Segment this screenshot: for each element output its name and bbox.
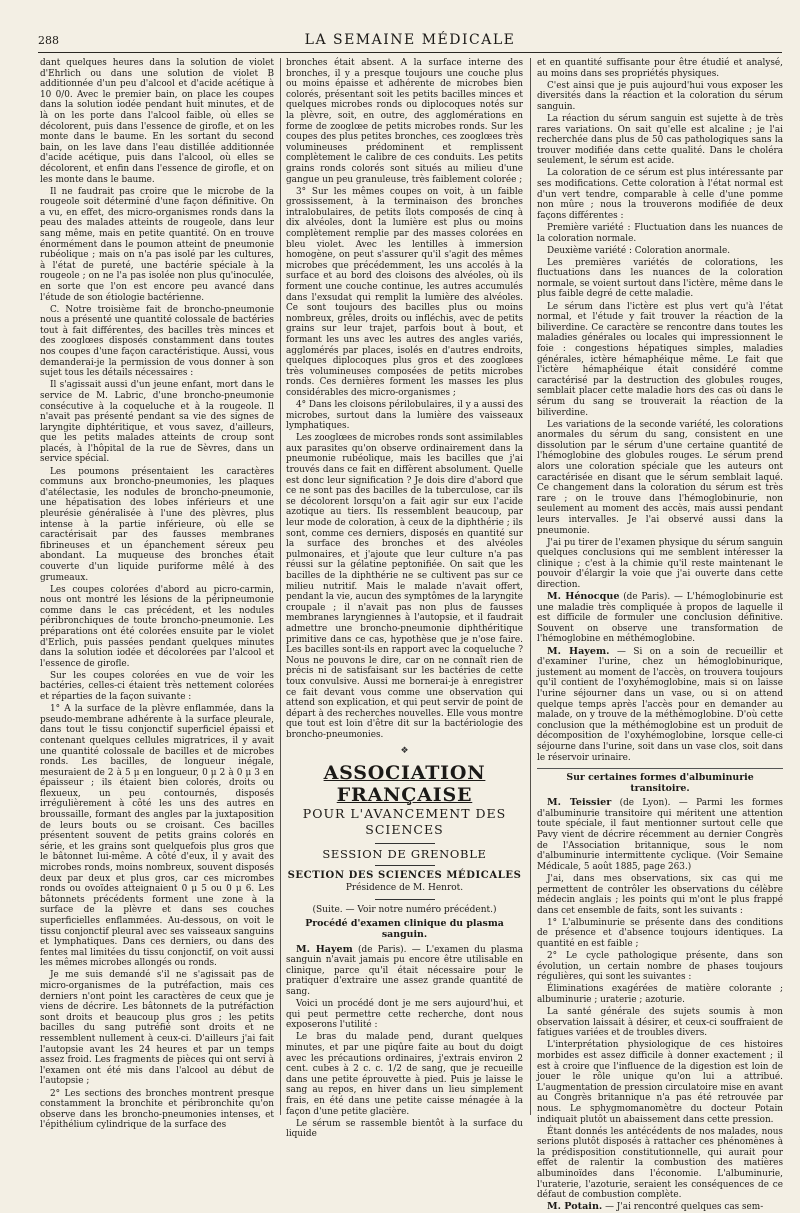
- paragraph: Première variété : Fluctuation dans les nuances de la coloration normale.: [537, 222, 783, 244]
- paragraph-text: J'ai, dans mes observations, six cas qui me permettent de contrôler les observations du célèbre médecin anglais ; les points qui m'ont le plus frappé dans cet ensemble de faits, sont les suivants :: [537, 873, 783, 916]
- paragraph: [537, 874, 783, 916]
- paragraph-text: — Parmi les formes d'albuminurie transitoire qui méritent une attention toute spéciale, il faut mentionner surtout celle que Pavy vient de décrire récemment au dernier Congrès de l'Association britannique, sous le nom d'albuminurie intermittente cyclique. (Voir Semaine Médicale, 5 août 1885, page 263.): [537, 798, 783, 872]
- section-divider: ❖: [400, 745, 409, 756]
- paragraph: C'est ainsi que je puis aujourd'hui vous exposer les diversités dans la réaction et la coloration du sérum sanguin.: [537, 80, 783, 112]
- separator-line: [375, 899, 435, 900]
- paragraph: [537, 647, 783, 764]
- paragraph-text: La santé générale des sujets soumis à mon observation laissait à désirer, et ceux-ci souffraient de fatigues variées et de troubles divers.: [537, 1007, 783, 1039]
- speaker-city: (de Lyon).: [611, 798, 671, 809]
- paragraph-text: L'interprétation physiologique de ces histoires morbides est assez difficile à donner exactement ; il est à croire que l'influence de la digestion est loin de jouer le rôle unique qu'on lui a attribué. L'augmentation de pression circulatoire mise en avant au Congrès britannique n'a pas été retrouvée par nous. Le sphygmomanomètre du docteur Potain indiquait plutôt un abaissement dans cette pression.: [537, 1040, 783, 1125]
- column-middle: [286, 58, 523, 1140]
- paragraph: [537, 951, 783, 983]
- separator-line: [375, 843, 435, 844]
- paragraph-text: — L'examen du plasma sanguin n'avait jamais pu encore être utilisable en clinique, parce qu'il était nécessaire pour le pratiquer d'extraire une assez grande quantité de sang.: [286, 944, 523, 998]
- paragraph: 4° Dans les cloisons périlobulaires, il y a aussi des microbes, surtout dans la lumière des vaisseaux lymphatiques.: [286, 400, 523, 432]
- paragraph: dant quelques heures dans la solution de violet d'Ehrlich ou dans une solution de violet B additionnée d'un peu d'alcool et d'acide acétique à 10 0/0. Avec le premier bain, on place les coupes dans la solution iodée pendant huit minutes, et de là on les porte dans l'alcool faible, où elles se décolorent, puis dans l'essence de girofle, et on les monte dans le baume. En les sortant du second bain, on les lave dans l'eau distillée additionnée d'acide acétique, puis dans l'alcool, où elles se décolorent, et enfin dans l'essence de girofle, et on les monte dans le baume.: [40, 58, 274, 185]
- paragraph: 2° Les sections des bronches montrent presque constamment la bronchite et péribronchite qu'on observe dans les broncho-pneumonies intenses, et l'épithélium cylindrique de la surface des: [40, 1088, 274, 1131]
- teissier-article: [537, 798, 783, 1213]
- association-heading: [286, 762, 523, 941]
- paragraph: [286, 945, 523, 998]
- paragraph-text: 2° Le cycle pathologique présente, dans son évolution, un certain nombre de phases toujours régulières, qui sont les suivantes :: [537, 951, 783, 983]
- paragraph-text: 1° L'albuminurie se présente dans des conditions de présence et d'absence toujours identiques. La quantité en est faible ;: [537, 917, 783, 949]
- paragraph: Le sérum dans l'ictère est plus vert qu'à l'état normal, et l'étude y fait trouver la réaction de la biliverdine. Ce caractère se rencontre dans toutes les maladies générales ou locales qui impressionnent le foie : congestions hépatiques simples, maladies générales, ictère hémaphéique même. Le fait que l'ictère hémaphéique était considéré comme caractérisé par la destruction des globules rouges, semblait placer cette maladie hors des cas où dans le sérum du sang se trouverait la réaction de la biliverdine.: [537, 301, 783, 418]
- hayem-article: [286, 945, 523, 1140]
- paragraph: [537, 984, 783, 1005]
- article-title: Procédé d'examen clinique du plasma sanguin.: [305, 918, 504, 941]
- discussion-block: [537, 592, 783, 763]
- journal-title: LA SEMAINE MÉDICALE: [304, 32, 516, 48]
- paragraph: 3° Sur les mêmes coupes on voit, à un faible grossissement, à la terminaison des bronches intralobulaires, de petits îlots composés de cinq à dix alvéoles, dont la lumière est plus ou moins complètement remplie par des masses colorées en bleu violet. Avec les lentilles à immersion homogène, on peut s'assurer qu'il s'agit des mêmes microbes que précédemment, les uns accolés à la surface et au bord des cloisons des alvéoles, où ils forment une couche continue, les autres accumulés dans l'exsudat qui remplit la lumière des alvéoles. Ce sont toujours des bacilles plus ou moins nombreux, grêles, droits ou infléchis, avec de petits grains sur leur trajet, parfois bout à bout, et formant les uns avec les autres des angles variés, agglomérés par places, isolés en d'autres endroits, quelques diplocoques plus gros et des zooglœes très volumineuses composées de petits microbes ronds. Ces dernières forment les masses les plus considérables des micro-organismes ;: [286, 186, 523, 398]
- paragraph: J'ai pu tirer de l'examen physique du sérum sanguin quelques conclusions qui me semblent intéresser la clinique ; c'est à la chimie qu'il reste maintenant le pouvoir d'élargir la voie que j'ai ouverte dans cette direction.: [537, 537, 783, 590]
- paragraph: Deuxième variété : Coloration anormale.: [547, 245, 731, 256]
- paragraph: [537, 1007, 783, 1039]
- paragraph-text: — L'hémoglobinurie est une maladie très compliquée à propos de laquelle il est difficile de formuler une conclusion définitive. Souvent on observe une transformation de l'hémoglobine en méthémoglobine.: [537, 592, 783, 645]
- column-left: [40, 58, 274, 1131]
- paragraph: bronches était absent. A la surface interne des bronches, il y a presque toujours une couche plus ou moins épaisse et adhérente de microbes bien colorés, présentant soit les petits bacilles minces et quelques microbes ronds ou diplocoques notés sur la plèvre, soit, en outre, des agglomérations en forme de zooglœe de petits microbes ronds. Sur les coupes des plus petites bronches, ces zooglœes très volumineuses prédominent et remplissent complètement le calibre de ces conduits. Les petits grains ronds colorés sont situés au milieu d'une gangue un peu granuleuse, très faiblement colorée ;: [286, 58, 523, 185]
- paragraph: Les variations de la seconde variété, les colorations anormales du sérum du sang, consistent en une dissolution par le sérum d'une certaine quantité de l'hémoglobine des globules rouges. Le sérum prend alors une coloration spéciale que les auteurs ont caractérisée en disant que le sérum semblait laqué. Ce changement dans la coloration du sérum est très rare ; on le trouve dans l'hémoglobinurie, non seulement au moment des accès, mais aussi pendant leurs intervalles. Je l'ai observé aussi dans la pneumonie.: [537, 419, 783, 536]
- paragraph-text: — J'ai rencontré quelques cas sem-: [602, 1202, 764, 1213]
- paragraph: Je me suis demandé s'il ne s'agissait pas de micro-organismes de la putréfaction, mais ces derniers n'ont point les caractères de ceux que je viens de décrire. Les bâtonnets de la putréfaction sont droits et beaucoup plus gros ; les petits bacilles du sang putréfié sont droits et ne ressemblent nullement à ceux-ci. D'ailleurs j'ai fait l'autopsie avant les 24 heures et par un temps assez froid. Les fragments de pièces qui ont servi à l'examen ont été mis dans l'alcool au début de l'autopsie ;: [40, 970, 274, 1087]
- paragraph: [286, 1119, 523, 1140]
- speaker-name: M. Hénocque: [547, 591, 620, 603]
- paragraph: [537, 1040, 783, 1125]
- column-rule-right: [530, 58, 531, 1115]
- paragraph-text: Le sérum se rassemble bientôt à la surface du liquide: [286, 1118, 523, 1140]
- paragraph: La réaction du sérum sanguin est sujette à de très rares variations. On sait qu'elle est alcaline ; je l'ai recherchée dans plus de 50 cas pathologiques sans la trouver modifiée dans cette qualité. Dans le choléra seulement, le sérum est acide.: [537, 113, 783, 167]
- paragraph-text: Étant donnés les antécédents de nos malades, nous serions plutôt disposés à rattacher ces phénomènes à la prédisposition constitutionnelle, qui aurait pour effet de ralentir la combustion des matières albuminoïdes dans l'économie. L'albuminurie, l'uraterie, l'azoturie, seraient les conséquences de ce défaut de combustion complète.: [537, 1126, 783, 1201]
- speaker-name: M. Teissier: [547, 797, 612, 809]
- paragraph: C. Notre troisième fait de broncho-pneumonie nous a présenté une quantité colossale de bactéries tout à fait différentes, des bacilles très minces et des zooglœes disposés constamment dans toutes nos coupes d'une façon caractéristique. Aussi, vous demanderai-je la permission de vous donner à son sujet tous les détails nécessaires :: [40, 304, 274, 379]
- continuation-note: (Suite. — Voir notre numéro précédent.): [312, 904, 497, 915]
- speaker-name: M. Hayem.: [547, 645, 610, 657]
- association-subtitle: POUR L'AVANCEMENT DES SCIENCES: [302, 806, 507, 838]
- column-rule-left: [280, 58, 281, 1115]
- column-right: [537, 58, 783, 1213]
- paragraph: [286, 1032, 523, 1117]
- paragraph: La coloration de ce sérum est plus intéressante par ses modifications. Cette coloration à l'état normal est d'un vert tendre, comparable à celle d'une pomme non mûre ; nous la trouverons modifiée de deux façons différentes :: [537, 168, 783, 221]
- paragraph: Il s'agissait aussi d'un jeune enfant, mort dans le service de M. Labric, d'une broncho-pneumonie consécutive à la coqueluche et à la rougeole. Il n'avait pas présenté pendant sa vie des signes de laryngite diphtéritique, et vous savez, d'ailleurs, que les petits malades atteints de croup sont placés, à l'hôpital de la rue de Sèvres, dans un service spécial.: [40, 380, 274, 465]
- page-number: 288: [38, 34, 59, 47]
- paragraph: Les premières variétés de colorations, les fluctuations dans les nuances de la coloration normale, se voient surtout dans l'ictère, même dans le plus faible degré de cette maladie.: [537, 257, 783, 300]
- separator-line: [375, 865, 435, 866]
- speaker-name: M. Potain.: [547, 1201, 603, 1213]
- paragraph-text: Le bras du malade pend, durant quelques minutes, et par une piqûre faite au bout du doigt avec les précautions ordinaires, j'extrais environ 2 cent. cubes à 2 c. c. 1/2 de sang, que je recueille dans une petite éprouvette à pied. Puis je laisse le sang au repos, en hiver dans un lieu simplement frais, en été dans une petite caisse ménagée à la façon d'une petite glacière.: [286, 1032, 523, 1117]
- article-title: Sur certaines formes d'albuminurie transitoire.: [537, 768, 783, 794]
- paragraph: 1° A la surface de la plèvre enflammée, dans la pseudo-membrane adhérente à la surface pleurale, dans tout le tissu conjonctif superficiel épaissi et contenant quelques cellules migratrices, il y avait une quantité colossale de bacilles et de microbes ronds. Les bacilles, de longueur inégale, mesuraient de 2 à 5 μ en longueur, 0 μ 2 à 0 μ 3 en épaisseur ; ils étaient bien colorés, droits ou flexueux, un peu contournés, disposés irrégulièrement à côté les uns des autres en broussaille, formant des angles par la juxtaposition de leurs bouts ou se croisant. Ces bacilles présentent souvent de petits grains colorés en série, et les grains sont quelquefois plus gros que le bâtonnet lui-même. A côté d'eux, il y avait des microbes ronds, moins nombreux, souvent disposés deux par deux et plus gros, car ces micrombes ronds ou ovoïdes atteignaient 0 μ 5 ou 0 μ 6. Les bâtonnets précédents forment une zone à la surface de la plèvre et dans ses couches superficielles enflammées. Au-dessous, on voit le tissu conjonctif pleural avec ses vaisseaux sanguins et lymphatiques. Dans ces derniers, ou dans des fentes mal limitées du tissu conjonctif, on voit aussi les mêmes microbes allongés ou ronds.: [40, 704, 274, 969]
- paragraph: [537, 1127, 783, 1201]
- paragraph-text: — Si on a soin de recueillir et d'examiner l'urine, chez un hémoglobinurique, justement au moment de l'accès, on trouvera toujours qu'il contient de l'oxyhémoglobine, mais si on laisse l'urine séjourner dans un vase, ou si on attend quelque temps après l'accès pour en demander au malade, on y trouve de la méthémoglobine. D'où cette conclusion que la méthémoglobine est un produit de décomposition de l'oxyhémoglobine, lorsque celle-ci séjourne dans l'urine, soit dans un vase clos, soit dans le réservoir urinaire.: [537, 646, 783, 763]
- paragraph: [537, 798, 783, 872]
- page-header: [38, 30, 782, 53]
- paragraph: Les zooglœes de microbes ronds sont assimilables aux parasites qu'on observe ordinairement dans la pneumonie rubéolique, mais les bacilles que j'ai trouvés dans ce fait en diffèrent absolument. Quelle est donc leur signification ? Je dois dire d'abord que ce ne sont pas des bacilles de la tuberculose, car ils se décolorent lorsqu'on a fait agir sur eux l'acide azotique au tiers. Ils ressemblent beaucoup, par leur mode de coloration, à ceux de la diphthérie ; ils sont, comme ces derniers, disposés en quantité sur la surface des bronches et des alvéoles pulmonaires, et j'ajoute que leur culture n'a pas réussi sur la gélatine peptonifiée. On sait que les bacilles de la diphthérie ne se cultivent pas sur ce milieu nutritif. Mais le malade n'avait offert, pendant la vie, aucun des symptômes de la laryngite croupale ; il n'avait pas non plus de fausses membranes laryngiennes à l'autopsie, et il faudrait admettre une broncho-pneumonie diphthéritique primitive dans ce cas, hypothèse que je n'ose faire. Les bacilles sont-ils en rapport avec la coqueluche ? Nous ne pouvons le dire, car on ne connaît rien de précis ni de satisfaisant sur les bactéries de cette toux convulsive. Aussi me bornerai-je à enregistrer ce fait devant vous comme une observation qui attend son explication, et qui peut servir de point de départ à des recherches nouvelles. Elle vous montre que tout est loin d'être dit sur la bactériologie des broncho-pneumonies.: [286, 433, 523, 740]
- paragraph-text: Voici un procédé dont je me sers aujourd'hui, et qui peut permettre cette recherche, dont nous exposerons l'utilité :: [286, 999, 523, 1031]
- paragraph: Il ne faudrait pas croire que le microbe de la rougeole soit déterminé d'une façon définitive. On a vu, en effet, des micro-organismes ronds dans la peau des malades atteints de rougeole, dans leur sang même, mais en petite quantité. On en trouve énormément dans le poumon atteint de pneumonie rubéolique ; mais on n'a pas isolé par les cultures, à l'état de pureté, une bactérie spéciale à la rougeole ; on ne l'a pas isolée non plus qu'inoculée, en sorte que l'on est encore peu avancé dans l'étude de son étiologie bactérienne.: [40, 186, 274, 303]
- paragraph: Sur les coupes colorées en vue de voir les bactéries, celles-ci étaient très nettement colorées et réparties de la façon suivante :: [40, 670, 274, 703]
- paragraph: [537, 592, 783, 645]
- paragraph: et en quantité suffisante pour être étudié et analysé, au moins dans ses propriétés physiques.: [537, 58, 783, 79]
- speaker-city: (de Paris).: [352, 944, 407, 955]
- speaker-name: M. Hayem: [296, 943, 353, 955]
- paragraph: [537, 918, 783, 950]
- speaker-city: (de Paris).: [619, 592, 671, 603]
- presidence-line: Présidence de M. Henrot.: [345, 883, 464, 894]
- session-title: SESSION DE GRENOBLE: [322, 847, 487, 862]
- paragraph: [286, 999, 523, 1031]
- paragraph: [537, 1202, 783, 1213]
- paragraph: Les coupes colorées d'abord au picro-carmin, nous ont montré les lésions de la péripneumonie comme dans le cas précédent, et les nodules péribronchiques de toute broncho-pneumonie. Les préparations ont été colorées ensuite par le violet d'Erlich, puis passées pendant quelques minutes dans la solution iodée et décolorées par l'alcool et l'essence de girofle.: [40, 584, 274, 669]
- section-title: SECTION DES SCIENCES MÉDICALES: [287, 869, 522, 881]
- association-title: ASSOCIATION FRANÇAISE: [323, 762, 486, 807]
- paragraph: Les poumons présentaient les caractères communs aux broncho-pneumonies, les plaques d'atélectasie, les nodules de broncho-pneumonie, une hépatisation des lobes inférieurs et une pleurésie généralisée à l'une des plèvres, plus intense à la partie inférieure, où elle se caractérisait par des fausses membranes fibrineuses et un épanchement séreux peu abondant. La muqueuse des bronches était couverte d'un liquide puriforme mêlé à des grumeaux.: [40, 466, 274, 583]
- paragraph-text: Éliminations exagérées de matière colorante ; albuminurie ; uraterie ; azoturie.: [537, 984, 783, 1005]
